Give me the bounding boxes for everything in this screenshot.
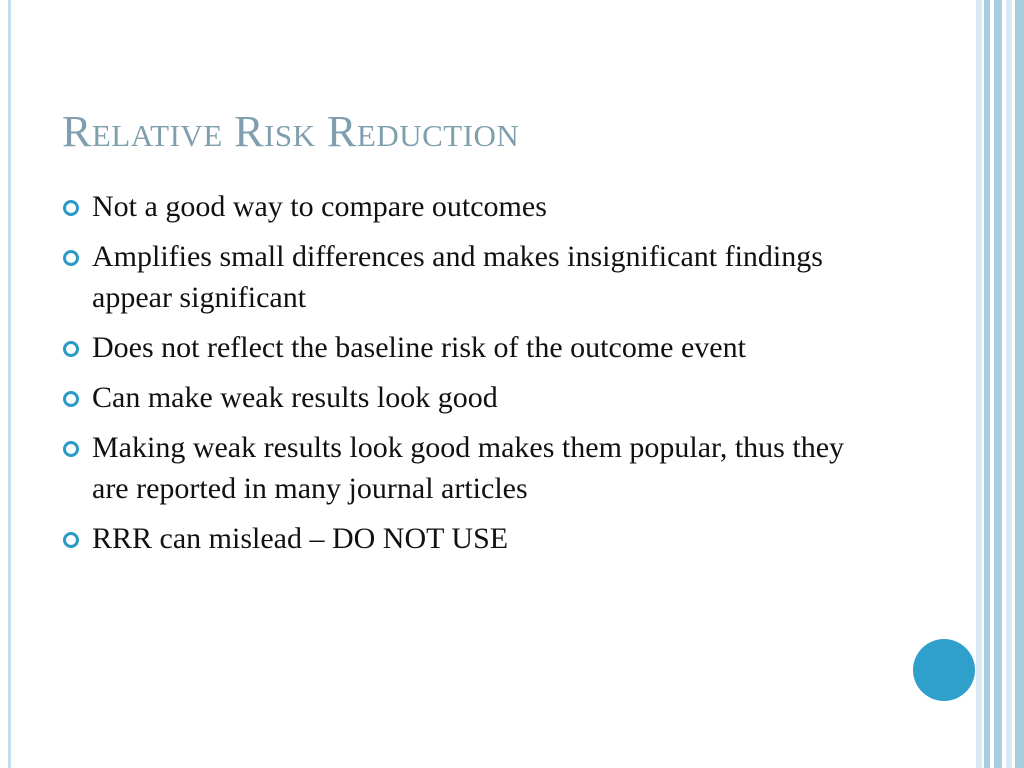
slide-title: Relative Risk Reduction (62, 107, 520, 156)
stripe (1015, 0, 1024, 768)
bullet-text: Can make weak results look good (92, 381, 498, 414)
ring-bullet-icon (63, 441, 79, 457)
bullet-item (62, 186, 862, 227)
ring-bullet-icon (63, 200, 79, 216)
left-border-rule (8, 0, 11, 768)
bullet-item (62, 327, 862, 368)
bullet-text: Does not reflect the baseline risk of the outcome event (92, 331, 746, 364)
ring-bullet-icon (63, 341, 79, 357)
decorative-circle (913, 639, 975, 701)
bullet-item (62, 427, 862, 509)
bullet-text: RRR can mislead – DO NOT USE (92, 522, 509, 555)
ring-bullet-icon (63, 250, 79, 266)
bullet-text: Not a good way to compare outcomes (92, 190, 547, 223)
stripe (994, 0, 1002, 768)
bullet-list (62, 186, 862, 568)
bullet-text: Amplifies small differences and makes insignificant findings appear significant (92, 240, 823, 314)
bullet-item (62, 377, 862, 418)
ring-bullet-icon (63, 532, 79, 548)
decorative-side-stripes (976, 0, 1024, 768)
bullet-item (62, 518, 862, 559)
bullet-text: Making weak results look good makes them popular, thus they are reported in many journal articles (92, 431, 845, 505)
bullet-item (62, 236, 862, 318)
ring-bullet-icon (63, 391, 79, 407)
